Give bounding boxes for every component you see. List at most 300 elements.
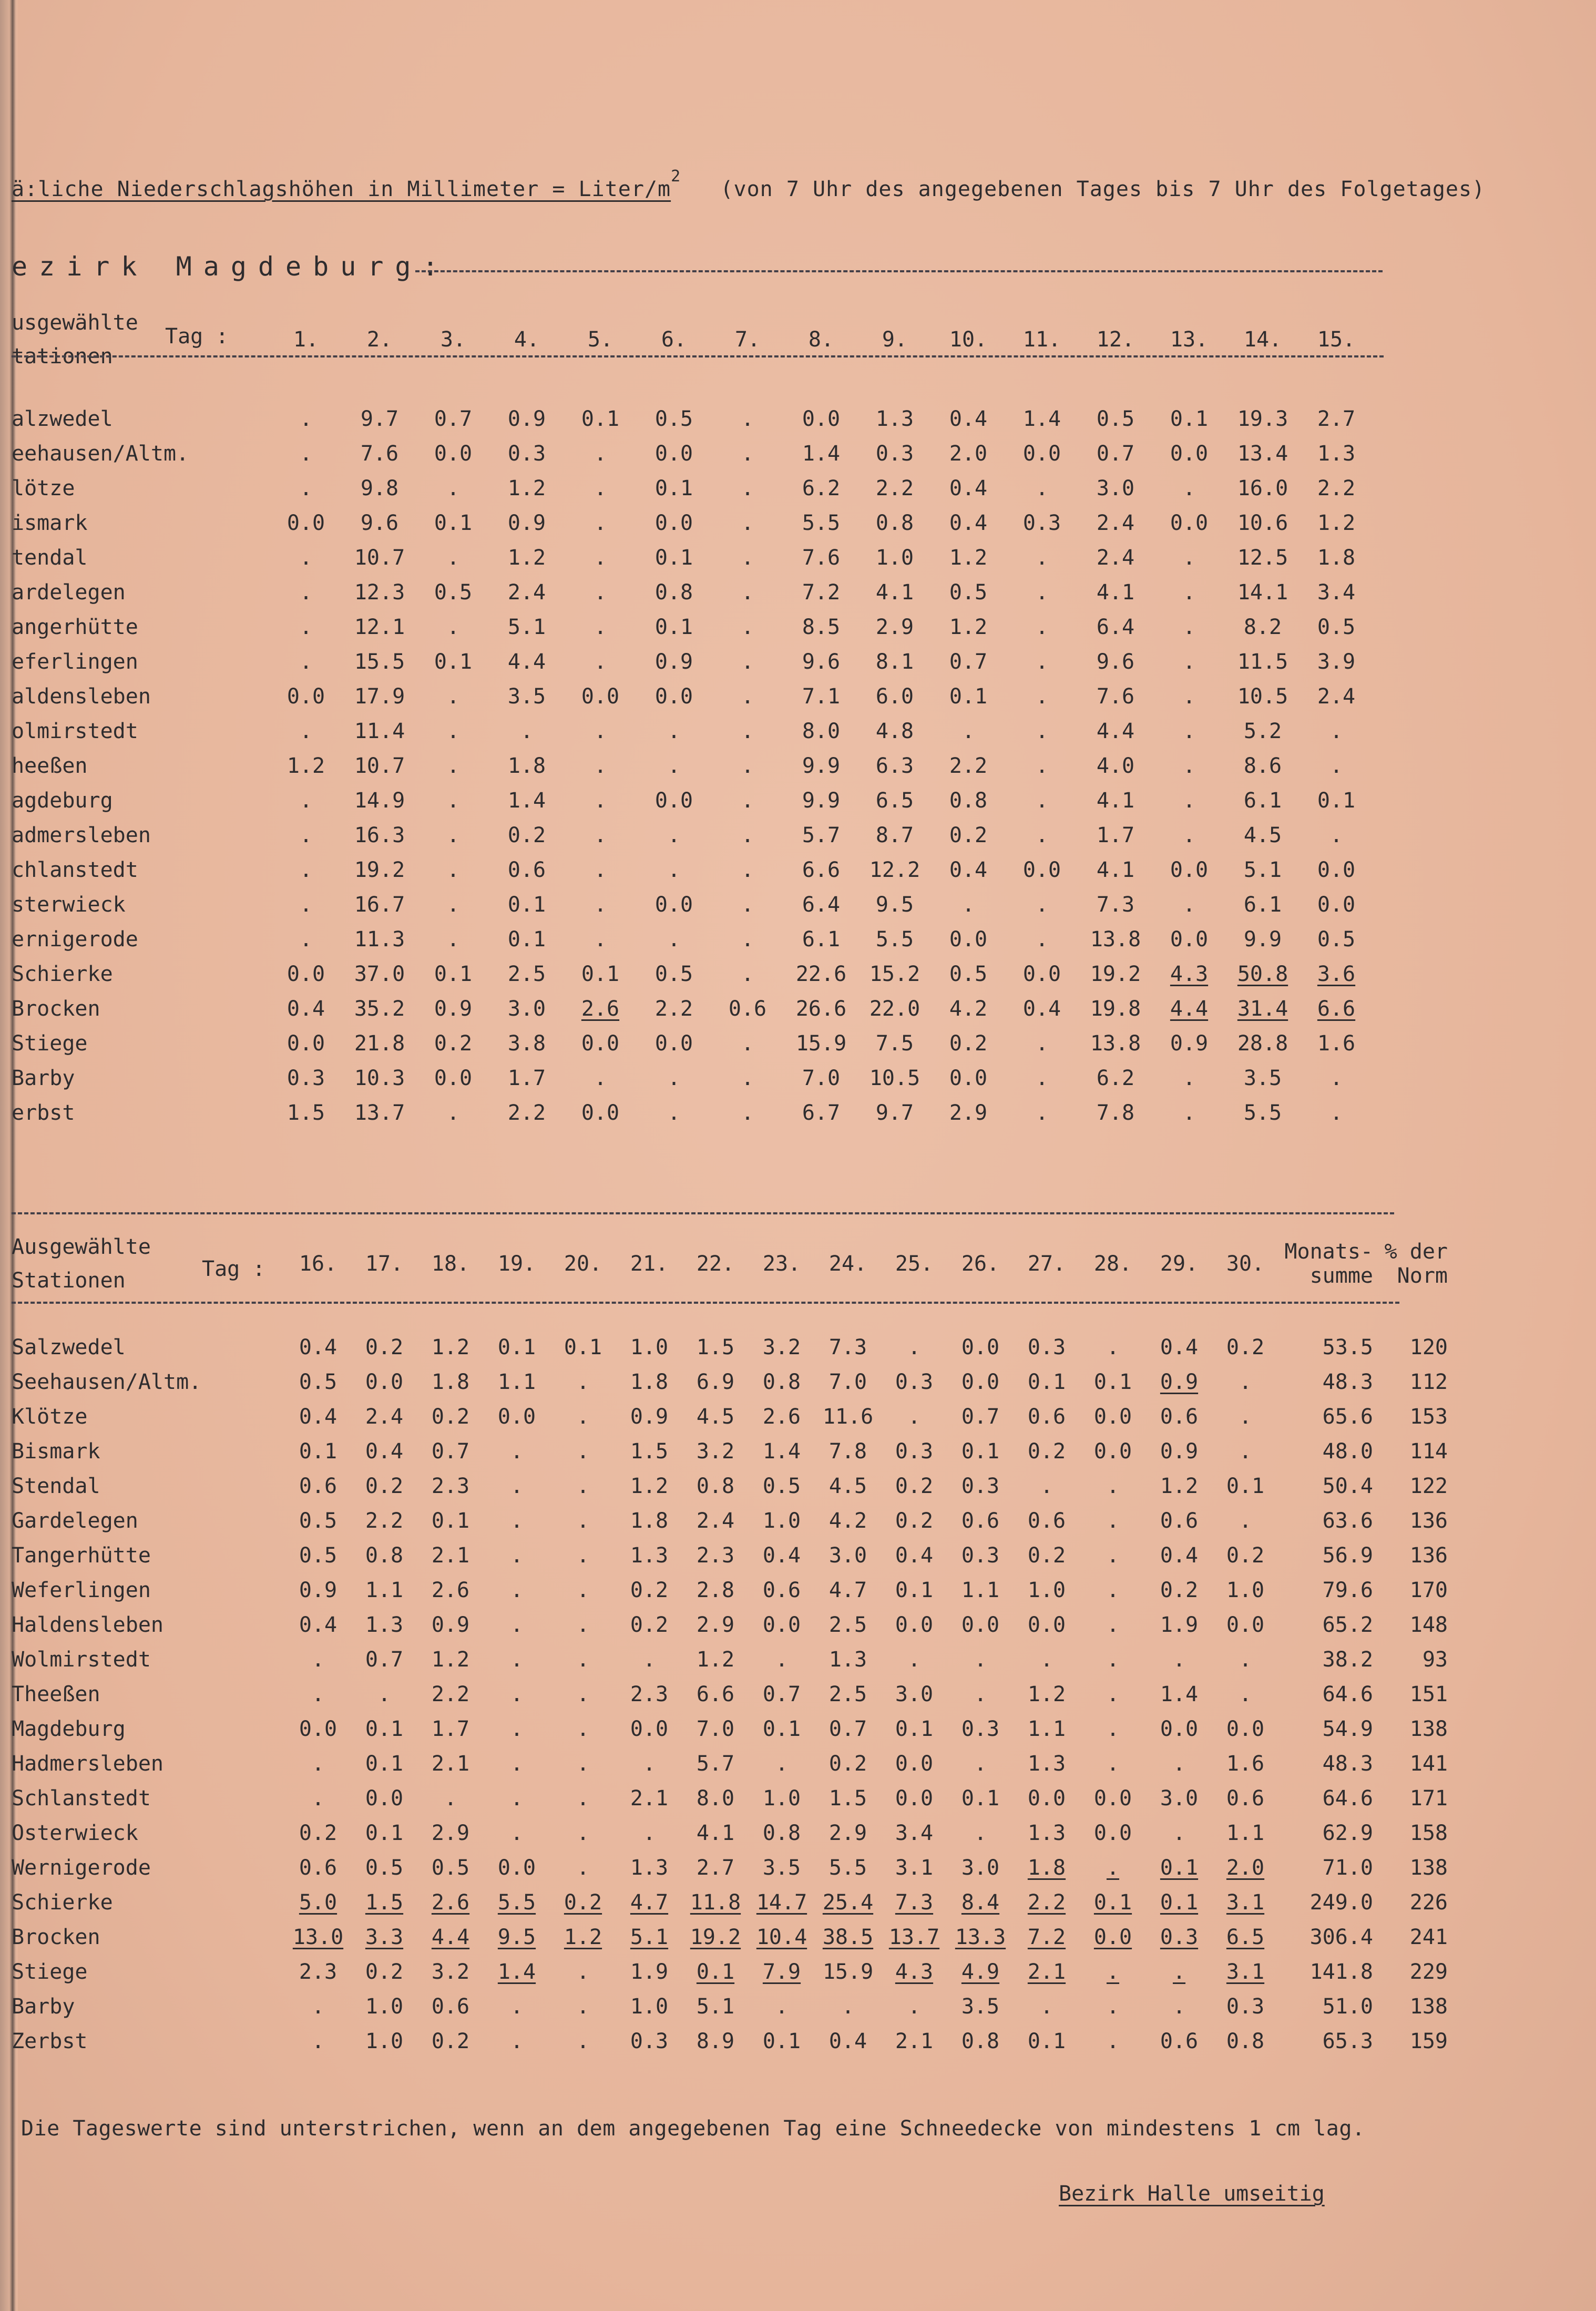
daily-value	[682, 1330, 749, 1365]
daily-value-snow: 0.1	[1093, 1890, 1132, 1915]
daily-value	[815, 1989, 881, 2024]
daily-value	[749, 1642, 815, 1677]
daily-value	[490, 991, 564, 1026]
daily-value-snow: 2.1	[1027, 1960, 1066, 1984]
daily-value	[1079, 991, 1152, 1026]
daily-value	[1152, 471, 1226, 506]
daily-value-text: 1.1	[497, 1370, 536, 1394]
station-name: ismark	[12, 511, 88, 535]
daily-value	[1014, 1469, 1080, 1504]
daily-value	[351, 1989, 417, 2024]
daily-value-text: .	[974, 1682, 987, 1706]
daily-value-text: .	[576, 1509, 590, 1533]
daily-value-text: .	[576, 1370, 590, 1394]
daily-value-text: 5.5	[875, 927, 914, 952]
daily-value-text: 0.2	[1027, 1439, 1066, 1464]
table-row	[12, 922, 1373, 957]
station-name: erbst	[12, 1101, 75, 1125]
table-part1-body	[12, 373, 1373, 1130]
daily-value	[484, 1399, 550, 1434]
daily-value-text: 6.2	[802, 476, 841, 500]
daily-value	[711, 887, 784, 922]
daily-value	[1079, 575, 1152, 610]
daily-value	[1152, 991, 1226, 1026]
daily-value-text: 0.1	[434, 650, 473, 674]
day-header-30: 30.	[1226, 1252, 1265, 1276]
daily-value-text: 0.0	[287, 684, 325, 709]
table-row	[12, 471, 1373, 506]
daily-value	[1212, 1781, 1278, 1816]
daily-value	[564, 1026, 637, 1061]
daily-value-text: 3.2	[696, 1439, 735, 1464]
daily-value	[564, 749, 637, 783]
daily-value-text: .	[299, 476, 313, 500]
daily-value-snow: 3.3	[365, 1925, 404, 1949]
daily-value	[1080, 1469, 1146, 1504]
daily-value	[285, 1399, 351, 1434]
daily-value-text: 2.3	[431, 1474, 470, 1498]
daily-value-text: .	[299, 858, 313, 882]
daily-value-text: 0.1	[497, 1335, 536, 1359]
daily-value-text: 0.7	[949, 650, 988, 674]
day-label: Tag :	[202, 1257, 265, 1281]
daily-value-text: .	[446, 858, 460, 882]
daily-value	[858, 436, 932, 471]
daily-value-text: .	[1106, 1995, 1120, 2019]
daily-value-text: 8.0	[696, 1786, 735, 1811]
daily-value	[490, 679, 564, 714]
daily-value-text: 0.0	[961, 1613, 1000, 1637]
daily-value	[784, 645, 858, 679]
daily-value	[351, 1504, 417, 1538]
daily-value-text: .	[1035, 650, 1049, 674]
daily-value	[1014, 1538, 1080, 1573]
table-row	[12, 957, 1373, 991]
daily-value	[616, 1850, 682, 1885]
daily-value-text: .	[311, 1752, 325, 1776]
daily-value	[285, 1989, 351, 2024]
daily-value	[564, 991, 637, 1026]
daily-value	[564, 471, 637, 506]
daily-value	[1212, 1989, 1278, 2024]
station-name: eehausen/Altm.	[12, 442, 189, 466]
monthly-sum-header: Monats- summe	[1284, 1240, 1373, 1288]
daily-value-text: 1.5	[630, 1439, 669, 1464]
daily-value	[550, 1885, 616, 1920]
daily-value-text: 2.4	[1096, 511, 1135, 535]
daily-value-text: 0.4	[949, 511, 988, 535]
station-name: Bismark	[12, 1439, 100, 1464]
daily-value-text: .	[1182, 476, 1196, 500]
daily-value	[1152, 436, 1226, 471]
table-row	[12, 575, 1373, 610]
daily-value-text: .	[510, 1752, 524, 1776]
daily-value-text: .	[1106, 1474, 1120, 1498]
daily-value	[1212, 1573, 1278, 1608]
daily-value-text: 10.6	[1237, 511, 1288, 535]
daily-value	[564, 714, 637, 749]
daily-value	[343, 957, 416, 991]
percent-of-norm: 171	[1409, 1786, 1448, 1811]
daily-value-text: 0.1	[895, 1578, 934, 1602]
caption-title: ä:liche Niederschlagshöhen in Millimeter = Liter/m	[12, 177, 671, 201]
daily-value-text: 9.5	[875, 893, 914, 917]
daily-value	[1300, 922, 1373, 957]
monthly-sum: 53.5	[1322, 1335, 1373, 1359]
daily-value	[815, 1677, 881, 1712]
daily-value	[490, 1061, 564, 1096]
daily-value-text: 0.3	[961, 1717, 1000, 1741]
daily-value-text: 15.2	[869, 962, 920, 986]
daily-value-text: 0.5	[949, 962, 988, 986]
daily-value-text: 3.5	[507, 684, 546, 709]
daily-value-text: .	[741, 684, 754, 709]
daily-value-text: 0.0	[654, 893, 693, 917]
daily-value	[932, 679, 1005, 714]
daily-value-text: 0.0	[287, 1031, 325, 1056]
daily-value	[1152, 540, 1226, 575]
daily-value	[947, 1399, 1014, 1434]
daily-value-text: .	[311, 1648, 325, 1672]
daily-value-text: .	[576, 1439, 590, 1464]
daily-value	[1226, 1061, 1300, 1096]
daily-value-text: .	[1106, 1335, 1120, 1359]
daily-value-text: 0.0	[654, 789, 693, 813]
daily-value-text: 0.0	[895, 1752, 934, 1776]
daily-value	[343, 1061, 416, 1096]
daily-value	[1212, 1538, 1278, 1573]
daily-value	[269, 540, 343, 575]
daily-value-snow: 4.7	[630, 1890, 669, 1915]
daily-value-text: .	[1106, 1509, 1120, 1533]
daily-value	[484, 1469, 550, 1504]
daily-value	[932, 1026, 1005, 1061]
daily-value-text: 7.8	[1096, 1101, 1135, 1125]
daily-value	[1146, 2024, 1212, 2059]
daily-value	[784, 853, 858, 887]
daily-value	[343, 749, 416, 783]
daily-value-text: 1.2	[1160, 1474, 1199, 1498]
daily-value	[682, 1712, 749, 1746]
daily-value	[637, 1096, 711, 1130]
daily-value-text: .	[1182, 893, 1196, 917]
daily-value	[1080, 1746, 1146, 1781]
daily-value-text: .	[1035, 580, 1049, 605]
daily-value-text: 3.0	[828, 1543, 867, 1568]
section-rule	[12, 1212, 1394, 1214]
daily-value	[416, 506, 490, 540]
daily-value-text: .	[594, 823, 607, 847]
daily-value-text: 5.2	[1243, 719, 1282, 743]
daily-value	[711, 991, 784, 1026]
daily-value-text: .	[1182, 823, 1196, 847]
daily-value-snow: 6.6	[1317, 997, 1356, 1021]
daily-value-text: .	[741, 789, 754, 813]
daily-value	[550, 1330, 616, 1365]
daily-value	[351, 1573, 417, 1608]
daily-value-text: .	[594, 719, 607, 743]
daily-value-text: 6.4	[1096, 615, 1135, 639]
day-header-4: 4.	[514, 328, 540, 352]
percent-of-norm: 229	[1409, 1960, 1448, 1984]
daily-value-text: .	[594, 893, 607, 917]
daily-value-text: 0.5	[365, 1856, 404, 1880]
daily-value-text: 0.2	[630, 1578, 669, 1602]
daily-value-text: 0.7	[365, 1648, 404, 1672]
daily-value	[682, 1365, 749, 1399]
daily-value-text: .	[311, 1995, 325, 2019]
daily-value-text: 2.4	[1096, 546, 1135, 570]
monthly-sum: 141.8	[1309, 1960, 1373, 1984]
daily-value-text: 13.7	[354, 1101, 405, 1125]
daily-value-text: 3.0	[507, 997, 546, 1021]
daily-value	[1005, 540, 1079, 575]
daily-value	[815, 1538, 881, 1573]
daily-value-text: .	[576, 1786, 590, 1811]
daily-value-text: 0.0	[895, 1786, 934, 1811]
daily-value-text: 0.9	[630, 1405, 669, 1429]
daily-value	[1300, 645, 1373, 679]
daily-value-text: 1.7	[507, 1066, 546, 1090]
daily-value-text: 2.4	[365, 1405, 404, 1429]
daily-value	[682, 1504, 749, 1538]
daily-value-text: .	[741, 962, 754, 986]
daily-value	[711, 436, 784, 471]
day-label: Tag :	[165, 324, 229, 349]
daily-value-text: .	[299, 823, 313, 847]
daily-value	[490, 610, 564, 645]
daily-value	[416, 645, 490, 679]
daily-value	[1005, 679, 1079, 714]
daily-value	[269, 714, 343, 749]
daily-value	[749, 1746, 815, 1781]
day-header-13: 13.	[1170, 328, 1209, 352]
daily-value	[417, 1746, 484, 1781]
daily-value-text: .	[510, 1509, 524, 1533]
daily-value-text: .	[741, 580, 754, 605]
daily-value-text: .	[1035, 754, 1049, 778]
daily-value	[682, 1677, 749, 1712]
daily-value	[285, 1330, 351, 1365]
daily-value	[1014, 1608, 1080, 1642]
daily-value	[947, 2024, 1014, 2059]
table-row	[12, 1989, 1462, 2024]
table-row	[12, 1781, 1462, 1816]
daily-value	[616, 1746, 682, 1781]
daily-value	[881, 1781, 947, 1816]
daily-value-text: 2.3	[299, 1960, 337, 1984]
daily-value-text: 4.4	[1096, 719, 1135, 743]
daily-value-text: .	[1035, 1101, 1049, 1125]
table-row	[12, 1399, 1462, 1434]
daily-value	[1152, 818, 1226, 853]
daily-value	[1080, 1677, 1146, 1712]
monthly-sum: 64.6	[1322, 1786, 1373, 1811]
daily-value	[1226, 645, 1300, 679]
daily-value-text: 6.1	[1243, 893, 1282, 917]
daily-value-text: .	[576, 1995, 590, 2019]
daily-value	[858, 853, 932, 887]
daily-value	[682, 1955, 749, 1989]
daily-value-text: 3.4	[895, 1821, 934, 1845]
daily-value-text: .	[907, 1995, 921, 2019]
daily-value	[682, 1399, 749, 1434]
daily-value-text: 1.2	[1027, 1682, 1066, 1706]
daily-value	[269, 506, 343, 540]
daily-value	[815, 1608, 881, 1642]
daily-value-text: .	[1035, 789, 1049, 813]
daily-value-text: 5.1	[1243, 858, 1282, 882]
daily-value-text: 0.0	[949, 1066, 988, 1090]
daily-value-text: 12.3	[354, 580, 405, 605]
daily-value-text: .	[576, 1856, 590, 1880]
daily-value	[285, 1781, 351, 1816]
daily-value-text: 1.3	[1317, 442, 1356, 466]
daily-value-text: 0.6	[1160, 1405, 1199, 1429]
daily-value	[490, 1096, 564, 1130]
percent-of-norm: 122	[1409, 1474, 1448, 1498]
daily-value	[417, 1885, 484, 1920]
daily-value-text: .	[576, 1960, 590, 1984]
daily-value-text: 19.2	[1090, 962, 1141, 986]
daily-value-snow: 4.4	[431, 1925, 470, 1949]
daily-value-text: 4.1	[696, 1821, 735, 1845]
daily-value-snow: 2.0	[1226, 1856, 1265, 1880]
daily-value-text: 0.8	[762, 1821, 801, 1845]
daily-value	[1005, 818, 1079, 853]
daily-value-text: 3.0	[1160, 1786, 1199, 1811]
daily-value-text: 0.1	[581, 962, 620, 986]
daily-value	[749, 1399, 815, 1434]
daily-value-text: 10.7	[354, 546, 405, 570]
daily-value	[1005, 887, 1079, 922]
daily-value	[351, 1781, 417, 1816]
daily-value	[269, 749, 343, 783]
daily-value	[1005, 1096, 1079, 1130]
daily-value	[1226, 783, 1300, 818]
daily-value-text: 0.4	[762, 1543, 801, 1568]
daily-value-snow: 1.5	[365, 1890, 404, 1915]
daily-value	[1300, 1026, 1373, 1061]
daily-value	[815, 1330, 881, 1365]
daily-value-text: 1.3	[630, 1543, 669, 1568]
daily-value-text: .	[510, 1578, 524, 1602]
daily-value-text: .	[667, 719, 681, 743]
daily-value-text: 0.4	[287, 997, 325, 1021]
daily-value-text: 2.5	[828, 1682, 867, 1706]
daily-value-text: 1.0	[1226, 1578, 1265, 1602]
daily-value	[616, 1469, 682, 1504]
daily-value	[815, 1365, 881, 1399]
daily-value-text: 0.0	[365, 1370, 404, 1394]
daily-value	[490, 436, 564, 471]
daily-value	[1005, 506, 1079, 540]
daily-value	[351, 1885, 417, 1920]
daily-value-text: 3.9	[1317, 650, 1356, 674]
daily-value-text: .	[667, 858, 681, 882]
monthly-sum: 48.3	[1322, 1752, 1373, 1776]
daily-value-text: .	[1040, 1648, 1053, 1672]
daily-value-text: 0.2	[828, 1752, 867, 1776]
daily-value-text: 0.1	[1317, 789, 1356, 813]
daily-value-text: 1.8	[630, 1370, 669, 1394]
daily-value	[784, 506, 858, 540]
percent-of-norm: 138	[1409, 1717, 1448, 1741]
daily-value	[416, 436, 490, 471]
daily-value-text: 0.2	[949, 1031, 988, 1056]
daily-value	[1226, 887, 1300, 922]
daily-value-text: 0.0	[1093, 1439, 1132, 1464]
daily-value-text: .	[741, 650, 754, 674]
daily-value	[932, 922, 1005, 957]
daily-value-text: 28.8	[1237, 1031, 1288, 1056]
daily-value-text: 9.6	[802, 650, 841, 674]
day-header-22: 22.	[696, 1252, 735, 1276]
daily-value	[784, 575, 858, 610]
daily-value-text: 0.3	[1022, 511, 1061, 535]
daily-value	[1005, 645, 1079, 679]
daily-value	[1079, 783, 1152, 818]
station-name: lötze	[12, 476, 75, 500]
daily-value	[815, 1434, 881, 1469]
daily-value-text: 0.1	[1027, 1370, 1066, 1394]
daily-value-text: 1.7	[431, 1717, 470, 1741]
daily-value	[351, 1712, 417, 1746]
daily-value-snow: 8.4	[961, 1890, 1000, 1915]
daily-value	[1212, 1955, 1278, 1989]
daily-value	[351, 1677, 417, 1712]
daily-value	[637, 818, 711, 853]
monthly-sum: 56.9	[1322, 1543, 1373, 1568]
daily-value	[416, 991, 490, 1026]
daily-value-snow: 3.1	[1226, 1960, 1265, 1984]
station-name: Salzwedel	[12, 1335, 126, 1359]
daily-value	[417, 1642, 484, 1677]
daily-value-text: 2.9	[875, 615, 914, 639]
percent-of-norm: 151	[1409, 1682, 1448, 1706]
daily-value-snow: 10.4	[756, 1925, 807, 1949]
daily-value	[1212, 1365, 1278, 1399]
daily-value-text: 1.8	[630, 1509, 669, 1533]
station-name: ernigerode	[12, 927, 138, 952]
day-header-2: 2.	[366, 328, 393, 352]
daily-value-text: 1.1	[1027, 1717, 1066, 1741]
daily-value-text: 14.9	[354, 789, 405, 813]
daily-value	[616, 1955, 682, 1989]
daily-value-text: .	[299, 719, 313, 743]
daily-value	[351, 1816, 417, 1850]
daily-value-text: .	[594, 476, 607, 500]
stations-header: Ausgewählte Stationen Tag :	[12, 1235, 265, 1293]
daily-value	[285, 1746, 351, 1781]
daily-value-snow: 7.9	[762, 1960, 801, 1984]
daily-value-text: 0.6	[728, 997, 767, 1021]
daily-value-text: 0.4	[949, 476, 988, 500]
station-name: Barby	[12, 1995, 75, 2019]
daily-value-text: .	[741, 893, 754, 917]
daily-value	[1146, 1642, 1212, 1677]
daily-value-text: 3.5	[961, 1995, 1000, 2019]
daily-value	[1300, 714, 1373, 749]
daily-value	[1079, 922, 1152, 957]
monthly-sum: 48.3	[1322, 1370, 1373, 1394]
daily-value-text: .	[576, 1543, 590, 1568]
daily-value	[564, 1096, 637, 1130]
daily-value	[1226, 749, 1300, 783]
day-header-9: 9.	[882, 328, 908, 352]
daily-value	[550, 1642, 616, 1677]
daily-value	[343, 783, 416, 818]
